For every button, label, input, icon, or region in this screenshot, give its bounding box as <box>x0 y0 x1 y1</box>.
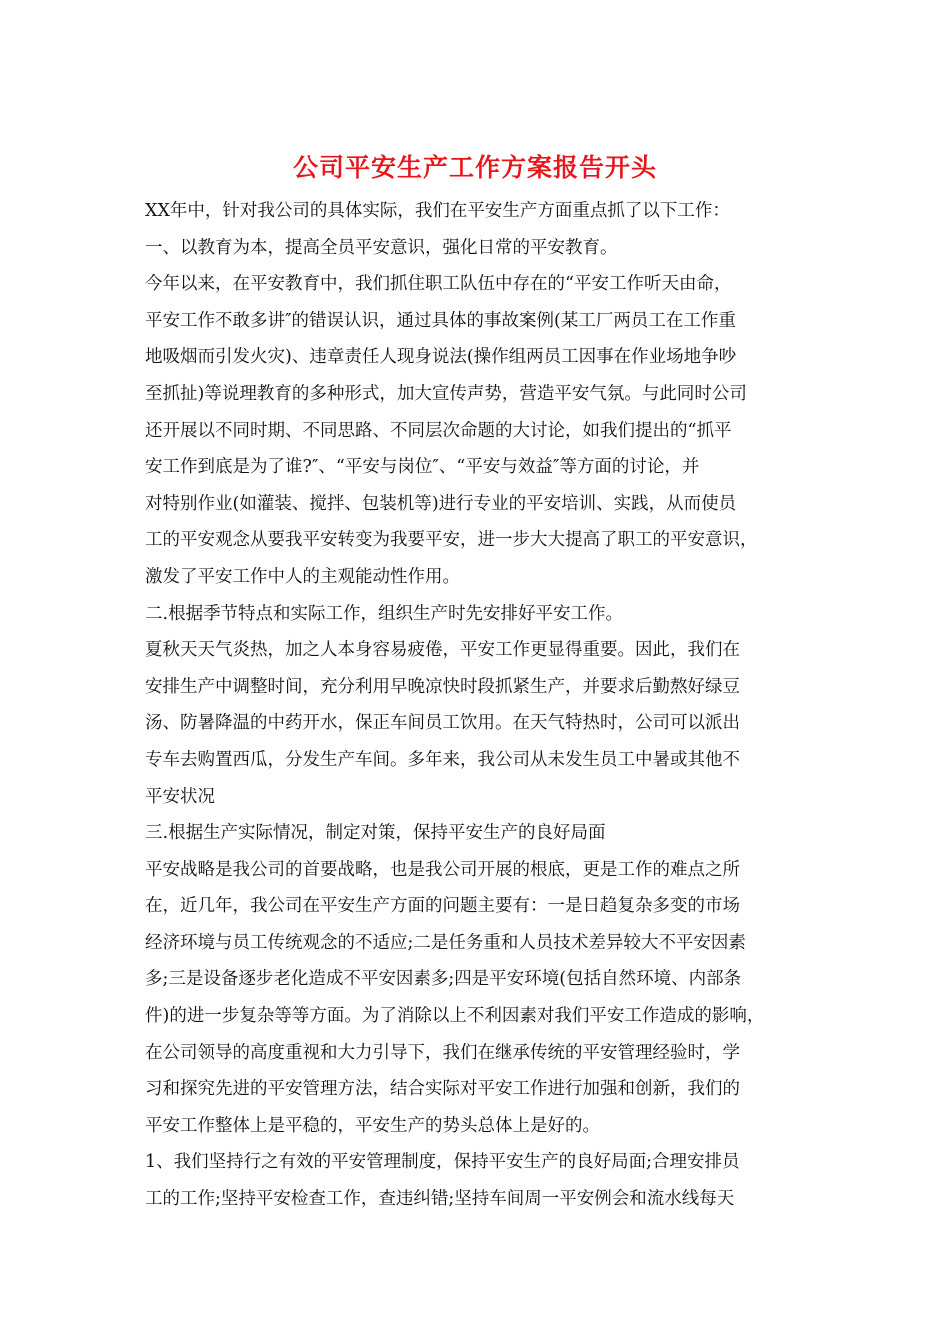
text-line: 1、我们坚持行之有效的平安管理制度，保持平安生产的良好局面;合理安排员 <box>145 1152 740 1173</box>
document-title: 公司平安生产工作方案报告开头 <box>292 153 657 182</box>
text-line: 平安状况 <box>145 786 215 807</box>
text-line: 对特别作业(如灌装、搅拌、包装机等)进行专业的平安培训、实践，从而使员 <box>145 493 737 514</box>
text-line: 激发了平安工作中人的主观能动性作用。 <box>145 566 460 587</box>
text-line: 三.根据生产实际情况，制定对策，保持平安生产的良好局面 <box>145 823 606 844</box>
document-body <box>145 193 815 1218</box>
text-line: 经济环境与员工传统观念的不适应;二是任务重和人员技术差异较大不平安因素 <box>145 932 746 953</box>
text-line: 地吸烟而引发火灾)、违章责任人现身说法(操作组两员工因事在作业场地争吵 <box>145 347 737 368</box>
text-line: 平安工作整体上是平稳的，平安生产的势头总体上是好的。 <box>145 1115 600 1136</box>
text-line: 平安战略是我公司的首要战略，也是我公司开展的根底，更是工作的难点之所 <box>145 859 740 880</box>
text-line: 件)的进一步复杂等等方面。为了消除以上不利因素对我们平安工作造成的影响， <box>145 1006 765 1027</box>
text-line: 夏秋天天气炎热，加之人本身容易疲倦，平安工作更显得重要。因此，我们在 <box>145 640 740 661</box>
text-line: 工的平安观念从要我平安转变为我要平安，进一步大大提高了职工的平安意识， <box>145 530 758 551</box>
text-line: 汤、防暑降温的中药开水，保正车间员工饮用。在天气特热时，公司可以派出 <box>145 713 740 734</box>
text-line: 习和探究先进的平安管理方法，结合实际对平安工作进行加强和创新，我们的 <box>145 1079 740 1100</box>
text-line: 在公司领导的高度重视和大力引导下，我们在继承传统的平安管理经验时，学 <box>145 1042 740 1063</box>
text-line: 工的工作;坚持平安检查工作，查违纠错;坚持车间周一平安例会和流水线每天 <box>145 1189 735 1210</box>
text-line: 安工作到底是为了谁?″、“平安与岗位″、“平安与效益″等方面的讨论，并 <box>145 457 700 478</box>
text-line: 今年以来，在平安教育中，我们抓住职工队伍中存在的“平安工作听天由命， <box>145 274 732 295</box>
text-line: 平安工作不敢多讲″的错误认识，通过具体的事故案例(某工厂两员工在工作重 <box>145 310 736 331</box>
text-line: 还开展以不同时期、不同思路、不同层次命题的大讨论，如我们提出的“抓平 <box>145 420 732 441</box>
text-line: 一、以教育为本，提高全员平安意识，强化日常的平安教育。 <box>145 237 618 258</box>
text-line: 在，近几年，我公司在平安生产方面的问题主要有：一是日趋复杂多变的市场 <box>145 896 740 917</box>
text-line: 多;三是设备逐步老化造成不平安因素多;四是平安环境(包括自然环境、内部条 <box>145 969 742 990</box>
text-line: 专车去购置西瓜，分发生产车间。多年来，我公司从未发生员工中暑或其他不 <box>145 749 740 770</box>
text-line: 至抓扯)等说理教育的多种形式，加大宣传声势，营造平安气氛。与此同时公司 <box>145 383 747 404</box>
text-line: XX年中，针对我公司的具体实际，我们在平安生产方面重点抓了以下工作： <box>145 201 730 221</box>
text-line: 安排生产中调整时间，充分利用早晚凉快时段抓紧生产，并要求后勤熬好绿豆 <box>145 676 740 697</box>
text-line: 二.根据季节特点和实际工作，组织生产时先安排好平安工作。 <box>145 603 624 624</box>
